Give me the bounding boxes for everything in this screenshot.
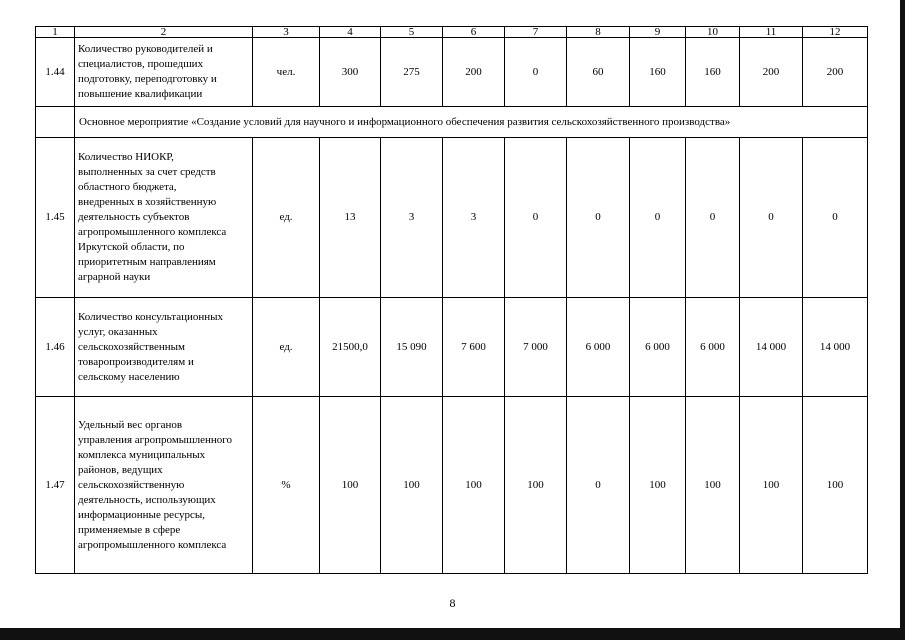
value-cell: 300 [320,38,381,107]
value-cell: 100 [630,397,686,574]
indicator-name-line: Удельный вес органов [78,418,183,431]
value-cell: 14 000 [803,298,868,397]
value-cell: 160 [686,38,740,107]
column-number-header: 10 [686,27,740,38]
indicator-name-line: агропромышленного комплекса [78,226,227,238]
indicator-name-line: применяемые в сфере [78,523,181,536]
indicator-name-line: агропромышленного комплекса [78,538,227,551]
indicator-name-line: приоритетным направлениям [78,256,216,268]
row-number: 1.45 [36,138,75,298]
indicator-name-line: информационные ресурсы, [78,508,205,521]
value-cell: 15 090 [381,298,443,397]
section-title: Основное мероприятие «Создание условий для научного и информационного обеспечения развития сельскохозяйственного производства» [75,107,868,138]
value-cell: 100 [381,397,443,574]
indicator-name-line: сельскохозяйственную [78,478,185,491]
indicator-name-line: деятельность субъектов [78,211,190,223]
value-cell: 0 [505,38,567,107]
column-number-header: 5 [381,27,443,38]
column-number-header: 12 [803,27,868,38]
value-cell: 0 [567,138,630,298]
indicator-name-line: Количество руководителей и [78,43,213,55]
row-number: 1.44 [36,38,75,107]
unit-cell: % [253,397,320,574]
indicator-name-line: внедренных в хозяйственную [78,196,217,208]
column-number-header: 3 [253,27,320,38]
value-cell: 100 [505,397,567,574]
indicator-name-line: услуг, оказанных [78,325,158,338]
value-cell: 275 [381,38,443,107]
indicator-name [75,38,253,107]
value-cell: 100 [320,397,381,574]
value-cell: 160 [630,38,686,107]
indicators-table [35,26,868,574]
column-number-header: 4 [320,27,381,38]
table-row [36,298,868,397]
column-number-header: 1 [36,27,75,38]
indicator-name-line: областного бюджета, [78,181,177,193]
indicator-name-line: деятельность, использующих [78,493,216,506]
indicator-name-line: специалистов, прошедших [78,58,204,70]
value-cell: 0 [567,397,630,574]
unit-cell: ед. [253,298,320,397]
scan-edge-bottom [0,628,905,640]
value-cell: 0 [505,138,567,298]
indicator-name [75,138,253,298]
table-row [36,38,868,107]
unit-cell: чел. [253,38,320,107]
value-cell: 14 000 [740,298,803,397]
section-row [36,107,868,138]
value-cell: 6 000 [686,298,740,397]
indicator-name-line: Иркутской области, по [78,241,185,253]
column-number-header: 8 [567,27,630,38]
indicator-name-line: товаропроизводителям и [78,355,194,368]
indicator-name-line: аграрной науки [78,271,151,283]
value-cell: 200 [443,38,505,107]
indicator-name-line: управления агропромышленного [78,433,233,446]
value-cell: 6 000 [630,298,686,397]
value-cell: 7 600 [443,298,505,397]
indicator-name-line: сельскому населению [78,370,180,383]
value-cell: 100 [443,397,505,574]
value-cell: 100 [803,397,868,574]
indicator-name-line: комплекса муниципальных [78,448,206,461]
value-cell: 200 [803,38,868,107]
value-cell: 0 [630,138,686,298]
column-number-header: 9 [630,27,686,38]
column-number-row [36,27,868,38]
indicator-name-line: сельскохозяйственным [78,340,185,353]
scan-edge-right [900,0,905,640]
value-cell: 13 [320,138,381,298]
value-cell: 3 [443,138,505,298]
page-number: 8 [449,596,456,610]
column-number-header: 7 [505,27,567,38]
value-cell: 3 [381,138,443,298]
value-cell: 21500,0 [320,298,381,397]
table-row [36,138,868,298]
section-empty-cell [36,107,75,138]
indicator-name-line: Количество консультационных [78,310,224,323]
column-number-header: 11 [740,27,803,38]
row-number: 1.46 [36,298,75,397]
indicator-name-line: Количество НИОКР, [78,151,174,163]
value-cell: 100 [740,397,803,574]
value-cell: 60 [567,38,630,107]
value-cell: 200 [740,38,803,107]
indicator-name-line: выполненных за счет средств [78,166,216,178]
value-cell: 7 000 [505,298,567,397]
value-cell: 0 [686,138,740,298]
table-row [36,397,868,574]
column-number-header: 6 [443,27,505,38]
indicator-name [75,397,253,574]
indicator-name-line: повышение квалификации [78,88,203,100]
unit-cell: ед. [253,138,320,298]
indicator-name [75,298,253,397]
indicator-name-line: подготовку, переподготовку и [78,73,217,85]
column-number-header: 2 [75,27,253,38]
value-cell: 0 [740,138,803,298]
value-cell: 100 [686,397,740,574]
value-cell: 6 000 [567,298,630,397]
row-number: 1.47 [36,397,75,574]
value-cell: 0 [803,138,868,298]
indicator-name-line: районов, ведущих [78,463,163,476]
